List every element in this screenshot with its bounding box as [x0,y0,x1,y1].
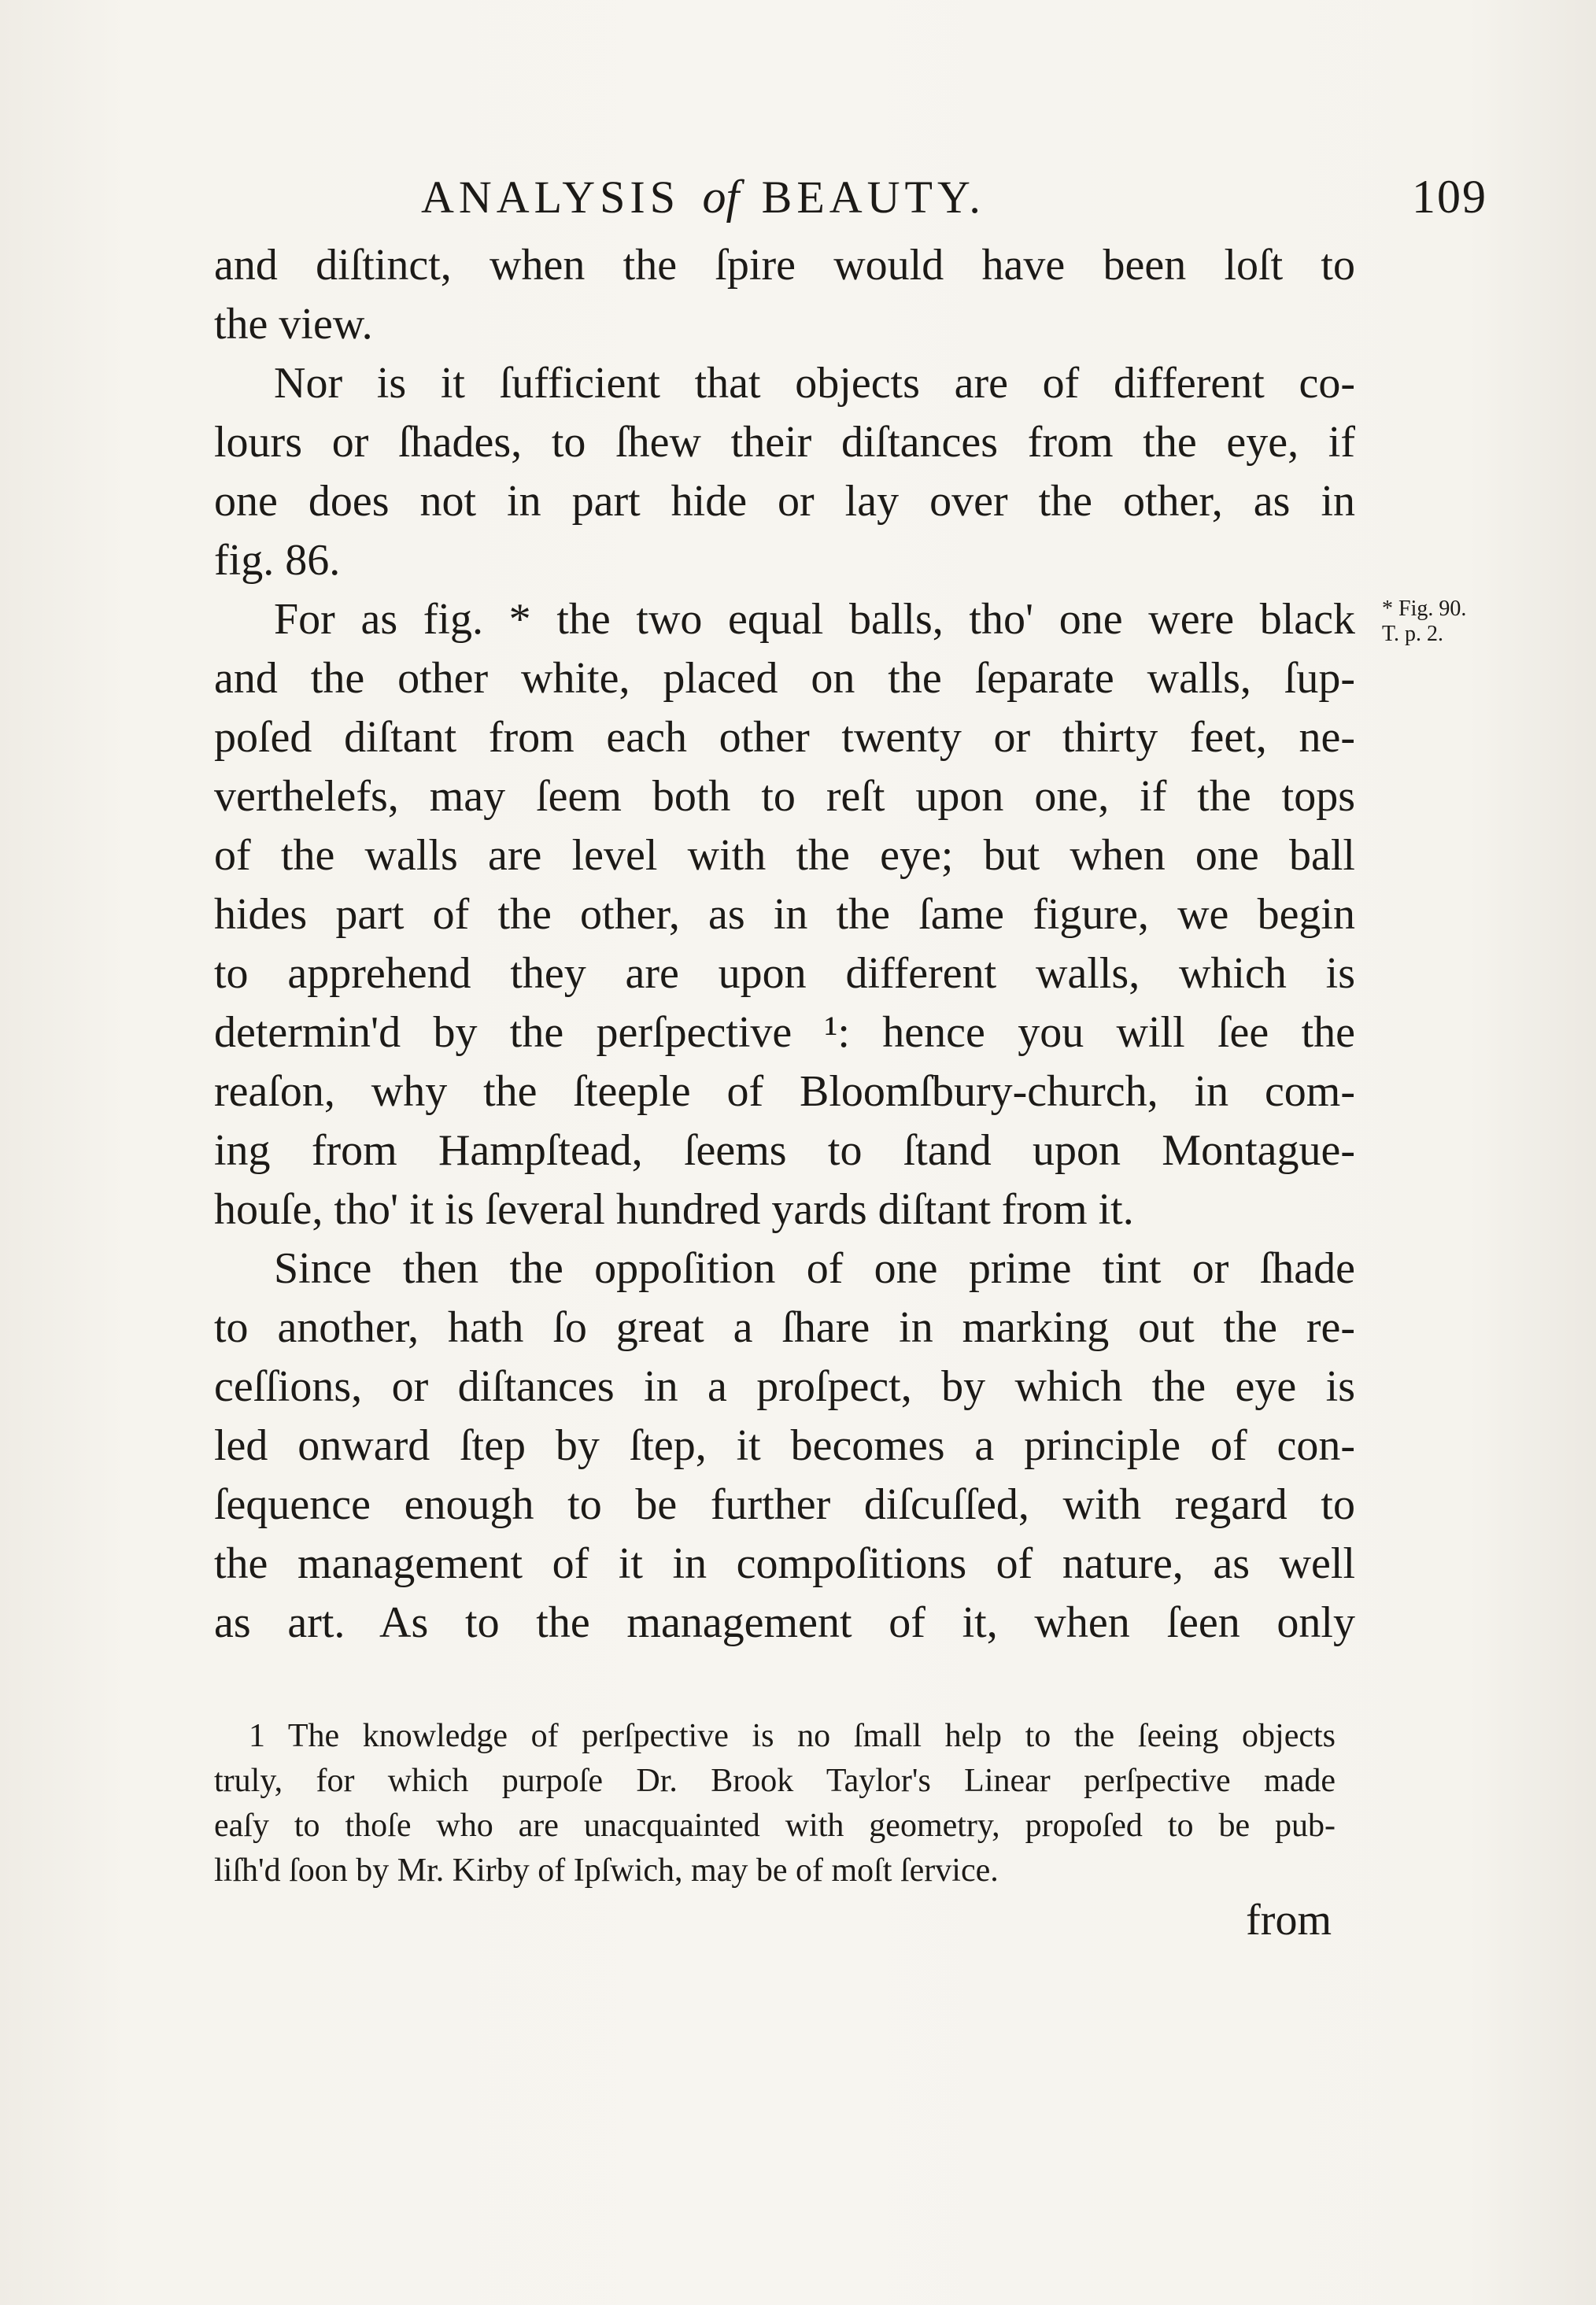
body-line: poſed diſtant from each other twenty or thirty feet, ne- [214,713,1355,762]
body-line: For as fig. * the two equal balls, tho' one were black [274,595,1355,644]
footnote-line: eaſy to thoſe who are unacquainted with geometry, propoſed to be pub- [214,1808,1336,1844]
body-text [214,236,1355,1653]
body-line: reaſon, why the ſteeple of Bloomſbury-church, in com- [214,1067,1355,1116]
body-line: and the other white, placed on the ſeparate walls, ſup- [214,654,1355,703]
running-title-of: of [702,171,740,223]
body-line: as art. As to the management of it, when ſeen only [214,1598,1355,1647]
body-line: lours or ſhades, to ſhew their diſtances from the eye, if [214,418,1355,467]
body-line: to apprehend they are upon different walls, which is [214,949,1355,998]
footnote [214,1714,1336,1893]
page-header [212,161,1487,232]
body-line: the view. [214,300,373,349]
margin-note [1382,597,1466,647]
catchword: from [1246,1896,1332,1945]
footnote-line: liſh'd ſoon by Mr. Kirby of Ipſwich, may be of moſt ſervice. [214,1852,999,1889]
margin-note-plate: T. p. 2. [1382,622,1444,646]
running-title-analysis: ANALYSIS [421,172,680,223]
body-line: fig. 86. [214,536,341,585]
body-line: ſequence enough to be further diſcuſſed, with regard to [214,1480,1355,1529]
body-line: the management of it in compoſitions of nature, as well [214,1539,1355,1588]
body-line: of the walls are level with the eye; but when one ball [214,831,1355,880]
body-line: to another, hath ſo great a ſhare in marking out the re- [214,1303,1355,1352]
body-line: ing from Hampſtead, ſeems to ſtand upon Montague- [214,1126,1355,1175]
body-line: ceſſions, or diſtances in a proſpect, by which the eye is [214,1362,1355,1411]
footnote-line: 1 The knowledge of perſpective is no ſmall help to the ſeeing objects [249,1718,1336,1754]
body-line: Nor is it ſufficient that objects are of different co- [274,359,1355,408]
running-title-beauty: BEAUTY. [761,172,985,223]
body-line: and diſtinct, when the ſpire would have been loſt to [214,241,1355,290]
body-line: led onward ſtep by ſtep, it becomes a principle of con- [214,1421,1355,1470]
running-title [421,161,985,233]
body-line: hides part of the other, as in the ſame figure, we begin [214,890,1355,939]
margin-note-figure: * Fig. 90. [1382,597,1467,621]
footnote-line: truly, for which purpoſe Dr. Brook Taylor's Linear perſpective made [214,1763,1336,1799]
body-line: Since then the oppoſition of one prime tint or ſhade [274,1244,1355,1293]
body-line: verthelefs, may ſeem both to reſt upon one, if the tops [214,772,1355,821]
body-line: houſe, tho' it is ſeveral hundred yards diſtant from it. [214,1185,1134,1234]
body-line: determin'd by the perſpective ¹: hence you will ſee the [214,1008,1355,1057]
body-line: one does not in part hide or lay over the other, as in [214,477,1355,526]
page-number: 109 [1412,171,1487,223]
